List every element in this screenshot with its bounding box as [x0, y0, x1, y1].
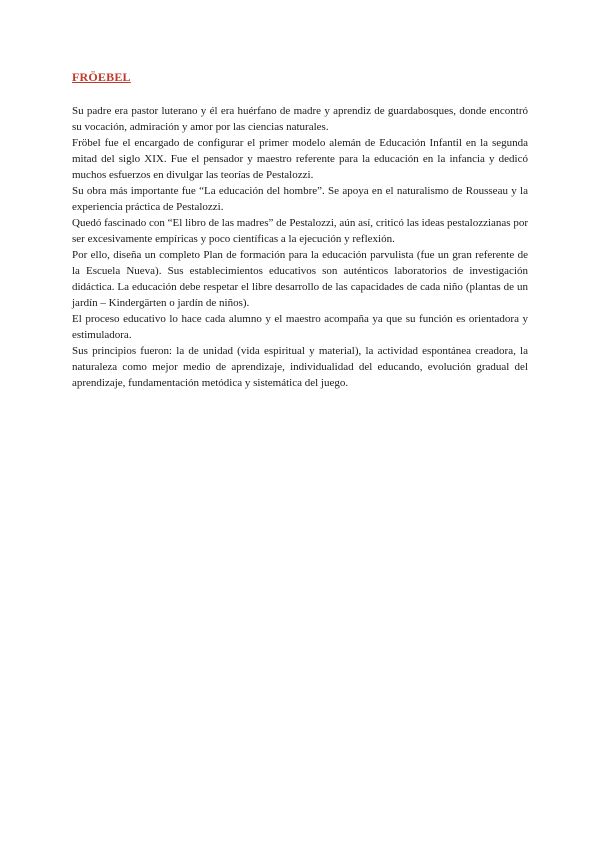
document-title: FRÖEBEL	[72, 70, 131, 84]
paragraph-infant-education: Fröbel fue el encargado de configurar el primer modelo alemán de Educación Infantil en la segunda mitad del siglo XIX. Fue el pensador y maestro referente para la educación en la infancia y dedicó muchos esfuerzos en divulgar las teorías de Pestalozzi.	[72, 137, 528, 181]
paragraph-training-plan: Por ello, diseña un completo Plan de formación para la educación parvulista (fue un gran referente de la Escuela Nueva). Sus establecimientos educativos son auténticos laboratorios de investigación didáctica. La educación debe respetar el libre desarrollo de las capacidades de cada niño (plantas de un jardín – Kindergärten o jardín de niños).	[72, 249, 528, 309]
paragraph-principles: Sus principios fueron: la de unidad (vida espiritual y material), la actividad espontánea creadora, la naturaleza como mejor medio de aprendizaje, individualidad del educando, evolución gradual del aprendizaje, fundamentación metódica y sistemática del juego.	[72, 345, 528, 389]
paragraph-main-work: Su obra más importante fue “La educación del hombre”. Se apoya en el naturalismo de Rousseau y la experiencia práctica de Pestalozzi.	[72, 185, 528, 213]
paragraph-book-of-mothers: Quedó fascinado con “El libro de las madres” de Pestalozzi, aún así, criticó las ideas pestalozzianas por ser excesivamente empíricas y poco científicas a la ejecución y reflexión.	[72, 217, 528, 245]
paragraph-family: Su padre era pastor luterano y él era huérfano de madre y aprendiz de guardabosques, donde encontró su vocación, admiración y amor por las ciencias naturales.	[72, 105, 528, 133]
document-body	[72, 70, 528, 391]
paragraph-educational-process: El proceso educativo lo hace cada alumno y el maestro acompaña ya que su función es orientadora y estimuladora.	[72, 313, 528, 341]
